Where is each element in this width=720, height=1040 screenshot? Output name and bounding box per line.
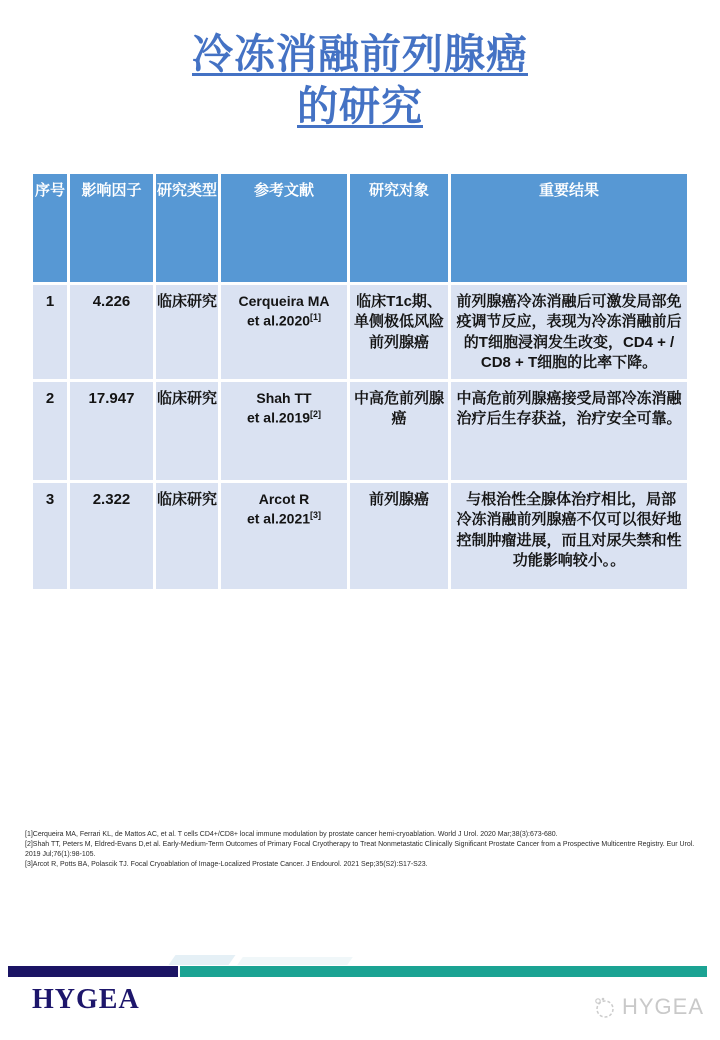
title-link-line1[interactable]: 冷冻消融前列腺癌 xyxy=(192,31,528,77)
reference-author: Shah TT xyxy=(256,390,312,406)
reference-year: et al.2019[2] xyxy=(246,408,322,426)
cell-study-type: 临床研究 xyxy=(156,285,218,379)
footer-decor-sliver xyxy=(168,955,235,965)
table-row xyxy=(33,382,687,480)
reference-year: et al.2021[3] xyxy=(246,509,322,527)
hygea-circle-icon xyxy=(591,994,617,1020)
cell-key-result: 与根治性全腺体治疗相比，局部冷冻消融前列腺癌不仅可以很好地控制肿瘤进展，而且对尿失禁和性功能影响较小。。 xyxy=(451,483,687,589)
brand-logo-text: HYGEA xyxy=(32,984,140,1015)
watermark xyxy=(591,994,704,1020)
cell-no: 2 xyxy=(33,382,67,480)
cell-key-result: 中高危前列腺癌接受局部冷冻消融治疗后生存获益，治疗安全可靠。 xyxy=(451,382,687,480)
header-no: 序号 xyxy=(33,174,67,282)
study-table-container xyxy=(30,171,690,592)
cell-impact-factor: 4.226 xyxy=(70,285,153,379)
table-row xyxy=(33,285,687,379)
cell-subject: 前列腺癌 xyxy=(350,483,448,589)
cell-study-type: 临床研究 xyxy=(156,382,218,480)
cell-subject: 中高危前列腺癌 xyxy=(350,382,448,480)
cell-reference xyxy=(221,483,347,589)
title-link-line2[interactable]: 的研究 xyxy=(297,83,423,130)
cell-impact-factor: 17.947 xyxy=(70,382,153,480)
header-study-type: 研究类型 xyxy=(156,174,218,282)
footnote-3: [3]Arcot R, Potts BA, Polascik TJ. Focal Cryoablation of Image-Localized Prostate Cancer. J Endourol. 2021 Sep;35(S2):S17-S23. xyxy=(25,861,428,868)
citation-superscript: [3] xyxy=(310,509,322,520)
cell-no: 1 xyxy=(33,285,67,379)
footer-bar-teal xyxy=(180,966,707,977)
footnotes xyxy=(25,830,701,870)
cell-key-result: 前列腺癌冷冻消融后可激发局部免疫调节反应，表现为冷冻消融前后的T细胞浸润发生改变，CD4 + / CD8 + T细胞的比率下降。 xyxy=(451,285,687,379)
header-reference: 参考文献 xyxy=(221,174,347,282)
cell-reference xyxy=(221,382,347,480)
reference-year: et al.2020[1] xyxy=(246,311,322,329)
header-impact-factor: 影响因子 xyxy=(70,174,153,282)
table-header-row xyxy=(33,174,687,282)
watermark-text: HYGEA xyxy=(621,994,704,1019)
cell-study-type: 临床研究 xyxy=(156,483,218,589)
cell-impact-factor: 2.322 xyxy=(70,483,153,589)
cell-no: 3 xyxy=(33,483,67,589)
reference-author: Cerqueira MA xyxy=(238,293,330,309)
table-row xyxy=(33,483,687,589)
page-title xyxy=(0,28,720,133)
header-subject: 研究对象 xyxy=(350,174,448,282)
cell-reference xyxy=(221,285,347,379)
reference-author: Arcot R xyxy=(258,491,310,507)
citation-superscript: [2] xyxy=(310,408,322,419)
footer-decor-sliver xyxy=(237,957,353,965)
footer-bar-navy xyxy=(8,966,178,977)
cell-subject: 临床T1c期、单侧极低风险前列腺癌 xyxy=(350,285,448,379)
citation-superscript: [1] xyxy=(310,311,322,322)
footnote-1: [1]Cerqueira MA, Ferrari KL, de Mattos AC, et al. T cells CD4+/CD8+ local immune modulation by prostate cancer hemi-cryoablation. World J Urol. 2020 Mar;38(3):673-680. xyxy=(25,831,558,838)
header-key-result: 重要结果 xyxy=(451,174,687,282)
study-table xyxy=(30,171,690,592)
footnote-2: [2]Shah TT, Peters M, Eldred-Evans D,et al. Early-Medium-Term Outcomes of Primary Focal Cryotherapy to Treat Nonmetastatic Clinically Significant Prostate Cancer from a Prospective Multicentre Registry. Eur Urol. 2019 Jul;76(1):98-105. xyxy=(25,841,695,858)
